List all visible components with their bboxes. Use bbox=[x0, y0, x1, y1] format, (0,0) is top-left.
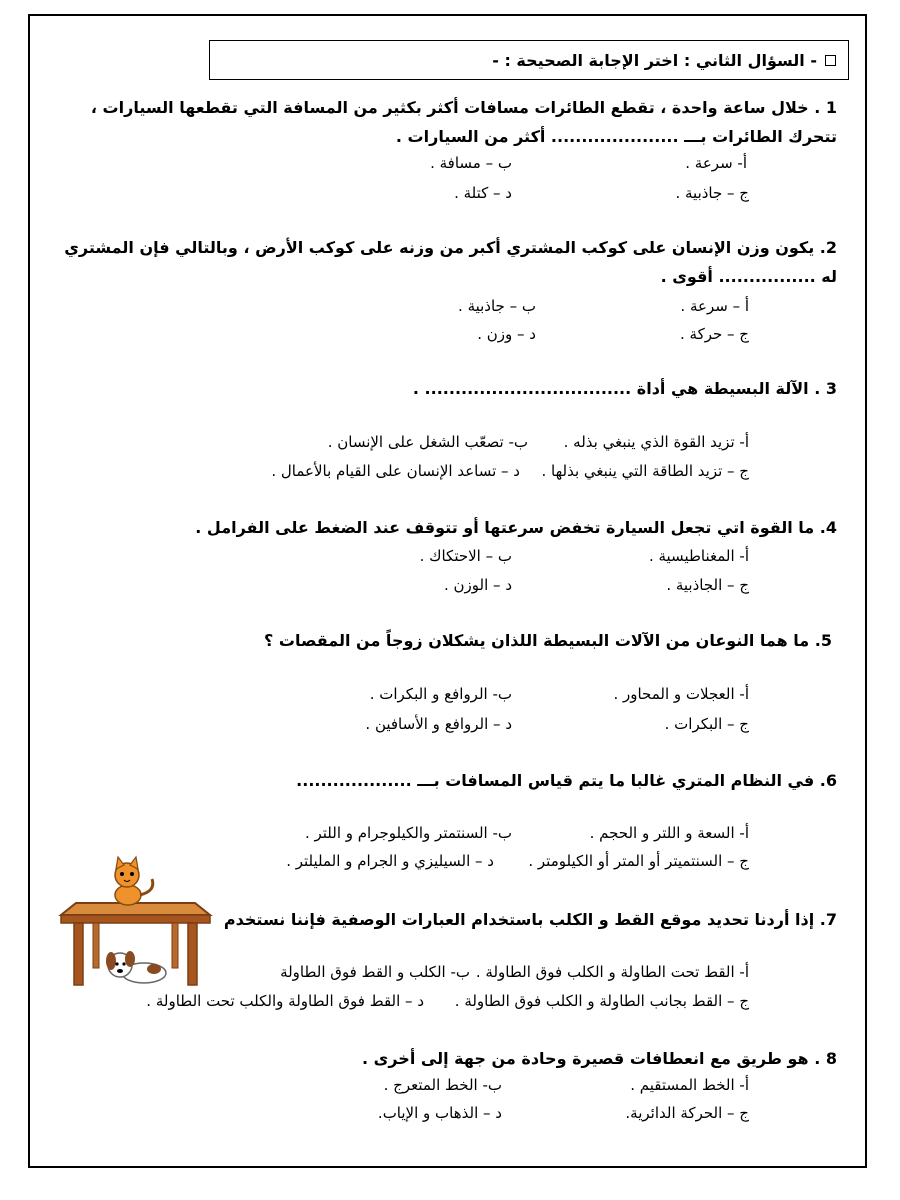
q6-option-d[interactable]: د – السيليزي و الجرام و المليلتر . bbox=[286, 852, 494, 870]
question-8-text: 8 . هو طريق مع انعطافات قصيرة وحادة من جهة إلى أخرى . bbox=[362, 1049, 837, 1068]
q3-option-d[interactable]: د – تساعد الإنسان على القيام بالأعمال . bbox=[271, 462, 520, 480]
question-6-text: 6. في النظام المتري غالبا ما يتم قياس المسافات بـــ ................... bbox=[296, 771, 837, 790]
question-5-text: 5. ما هما النوعان من الآلات البسيطة اللذان يشكلان زوجاً من المقصات ؟ bbox=[264, 631, 832, 650]
question-1-text-cont: تتحرك الطائرات بـــ ..................... أكثر من السيارات . bbox=[395, 127, 837, 146]
q8-option-a[interactable]: أ- الخط المستقيم . bbox=[630, 1076, 749, 1094]
question-7-text: 7. إذا أردنا تحديد موقع القط و الكلب باستخدام العبارات الوصفية فإننا نستخدم bbox=[223, 910, 837, 929]
q4-option-d[interactable]: د – الوزن . bbox=[444, 576, 512, 594]
checkbox-icon bbox=[825, 55, 836, 66]
q8-option-b[interactable]: ب- الخط المتعرج . bbox=[383, 1076, 502, 1094]
q1-option-c[interactable]: ج – جاذبية . bbox=[675, 184, 749, 202]
q4-option-c[interactable]: ج – الجاذبية . bbox=[666, 576, 749, 594]
cat-icon bbox=[115, 857, 153, 905]
q2-option-d[interactable]: د – وزن . bbox=[477, 325, 536, 343]
q8-option-c[interactable]: ج – الحركة الدائرية. bbox=[625, 1104, 749, 1122]
q1-option-d[interactable]: د – كتلة . bbox=[454, 184, 512, 202]
q1-option-b[interactable]: ب – مسافة . bbox=[430, 154, 512, 172]
question-1-text: 1 . خلال ساعة واحدة ، تقطع الطائرات مسافات أكثر بكثير من المسافة التي تقطعها السيارات ، bbox=[90, 98, 837, 117]
q3-option-c[interactable]: ج – تزيد الطاقة التي ينبغي بذلها . bbox=[541, 462, 749, 480]
cat-dog-table-illustration bbox=[58, 855, 213, 990]
q5-option-a[interactable]: أ- العجلات و المحاور . bbox=[613, 685, 749, 703]
q7-option-b[interactable]: ب- الكلب و القط فوق الطاولة bbox=[280, 963, 470, 981]
q4-option-a[interactable]: أ- المغناطيسية . bbox=[648, 547, 749, 565]
question-2-text-cont: له ................ أقوى . bbox=[660, 267, 837, 286]
q5-option-c[interactable]: ج – البكرات . bbox=[664, 715, 749, 733]
section-title: - السؤال الثاني : اختر الإجابة الصحيحة : - bbox=[492, 50, 817, 70]
q8-option-d[interactable]: د – الذهاب و الإياب. bbox=[377, 1104, 502, 1122]
q6-option-a[interactable]: أ- السعة و اللتر و الحجم . bbox=[589, 824, 749, 842]
question-4-text: 4. ما القوة اتي تجعل السيارة تخفض سرعتها أو تتوقف عند الضغط على الفرامل . bbox=[195, 518, 837, 537]
question-3-text: 3 . الآلة البسيطة هي أداة .................................. . bbox=[412, 379, 837, 398]
q6-option-b[interactable]: ب- السنتمتر والكيلوجرام و اللتر . bbox=[304, 824, 512, 842]
q2-option-b[interactable]: ب – جاذبية . bbox=[458, 297, 536, 315]
q3-option-a[interactable]: أ- تزيد القوة الذي ينبغي بذله . bbox=[563, 433, 749, 451]
q4-option-b[interactable]: ب – الاحتكاك . bbox=[419, 547, 512, 565]
q7-option-d[interactable]: د – القط فوق الطاولة والكلب تحت الطاولة . bbox=[146, 992, 424, 1010]
question-2-text: 2. يكون وزن الإنسان على كوكب المشتري أكبر من وزنه على كوكب الأرض ، وبالتالي فإن المشتري bbox=[64, 238, 837, 257]
section-header bbox=[209, 40, 849, 80]
q7-option-c[interactable]: ج – القط بجانب الطاولة و الكلب فوق الطاولة . bbox=[454, 992, 749, 1010]
q1-option-a[interactable]: أ- سرعة . bbox=[685, 154, 747, 172]
q2-option-c[interactable]: ج – حركة . bbox=[680, 325, 749, 343]
q5-option-d[interactable]: د – الروافع و الأسافين . bbox=[365, 715, 512, 733]
q5-option-b[interactable]: ب- الروافع و البكرات . bbox=[369, 685, 512, 703]
q7-option-a[interactable]: أ- القط تحت الطاولة و الكلب فوق الطاولة . bbox=[475, 963, 749, 981]
q2-option-a[interactable]: أ – سرعة . bbox=[680, 297, 749, 315]
q3-option-b[interactable]: ب- تصعّب الشغل على الإنسان . bbox=[327, 433, 528, 451]
q6-option-c[interactable]: ج – السنتميتر أو المتر أو الكيلومتر . bbox=[528, 852, 749, 870]
dog-icon bbox=[106, 951, 166, 983]
